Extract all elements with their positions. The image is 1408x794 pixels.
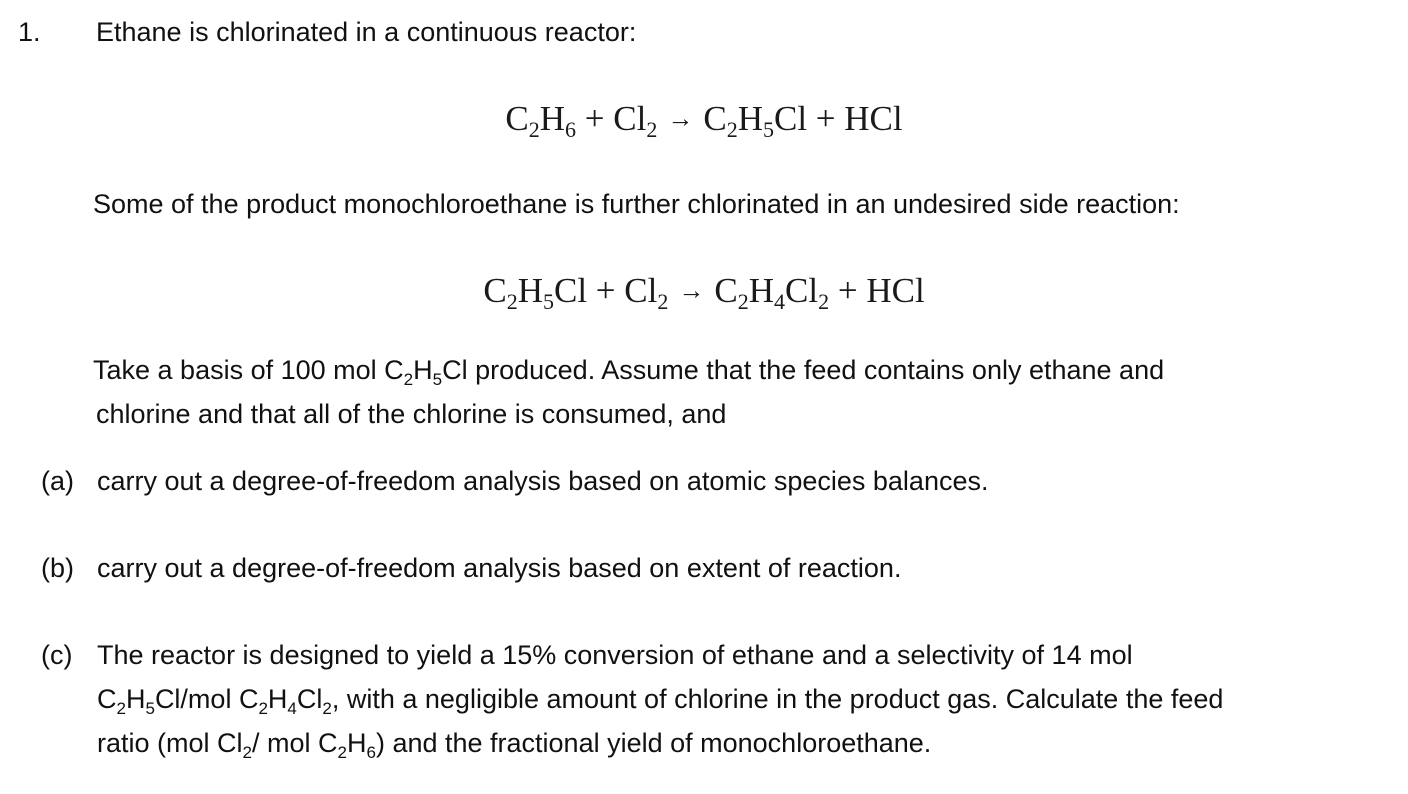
- main-reaction-equation: $C_2H_6 + Cl_2 \to C_2H_5Cl$ + HCl: [505, 99, 903, 142]
- side-reaction-equation: $C_2H_5Cl + Cl_2 \to C_2H_4Cl_2$ + HCl: [483, 271, 925, 314]
- part-c-line-2: $C_2H_5Cl$/mol $C_2H_4Cl_2$, with a negligible amount of chlorine in the product gas. Calculate the feed: [97, 684, 1224, 718]
- problem-intro: Ethane is chlorinated in a continuous reactor:: [96, 17, 637, 47]
- reaction-arrow: →: [678, 276, 705, 305]
- basis-line-2: chlorine and that all of the chlorine is consumed, and: [96, 399, 727, 429]
- part-c-line-1: The reactor is designed to yield a 15% conversion of ethane and a selectivity of 14 mol: [97, 640, 1133, 670]
- part-c-label: (c): [41, 640, 73, 670]
- side-reaction-text: Some of the product monochloroethane is further chlorinated in an undesired side reaction:: [93, 189, 1180, 219]
- problem-number: 1.: [18, 17, 41, 47]
- basis-line-1: Take a basis of 100 mol $C_2H_5Cl$ produced. Assume that the feed contains only ethane and: [93, 355, 1165, 389]
- part-c-line-3: ratio (mol $Cl_2/$ mol $C_2H_6$) and the fractional yield of monochloroethane.: [97, 728, 932, 762]
- reaction-arrow: →: [667, 104, 694, 133]
- part-b-label: (b): [41, 553, 74, 583]
- part-a-label: (a): [41, 466, 74, 496]
- part-a-text: carry out a degree-of-freedom analysis based on atomic species balances.: [97, 466, 989, 496]
- part-b-text: carry out a degree-of-freedom analysis based on extent of reaction.: [97, 553, 902, 583]
